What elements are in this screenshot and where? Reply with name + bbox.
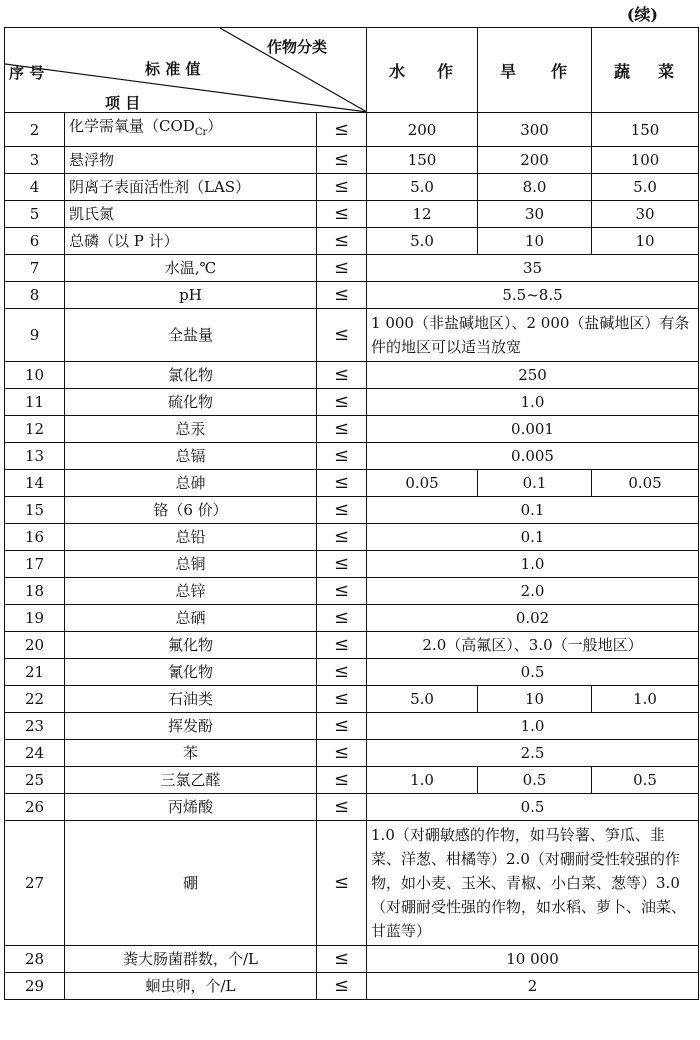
item-name-cell: 硫化物: [65, 389, 317, 416]
row-number-cell: 23: [5, 713, 65, 740]
value-cell: 10: [592, 228, 699, 255]
table-row: [5, 605, 699, 632]
row-number-cell: 6: [5, 228, 65, 255]
item-name-cell: 总铜: [65, 551, 317, 578]
row-number-cell: 19: [5, 605, 65, 632]
value-cell: 150: [592, 113, 699, 147]
le-symbol: ≤: [317, 767, 367, 794]
row-number-cell: 8: [5, 282, 65, 309]
value-cell: 30: [478, 201, 592, 228]
row-number-cell: 5: [5, 201, 65, 228]
value-cell: 5.0: [367, 228, 478, 255]
item-name-cell: 蛔虫卵，个/L: [65, 973, 317, 1000]
table-row: [5, 389, 699, 416]
row-number-cell: 12: [5, 416, 65, 443]
table-row: [5, 147, 699, 174]
table-row: [5, 551, 699, 578]
value-cell: 200: [478, 147, 592, 174]
item-name-cell: 悬浮物: [65, 147, 317, 174]
le-symbol: ≤: [317, 659, 367, 686]
merged-value-cell: 0.1: [367, 524, 699, 551]
item-name-cell: 石油类: [65, 686, 317, 713]
le-symbol: ≤: [317, 605, 367, 632]
table-row: [5, 497, 699, 524]
row-number-cell: 9: [5, 309, 65, 362]
header-col-vegetable: [592, 28, 699, 113]
value-cell: 0.05: [367, 470, 478, 497]
item-name-cell: 总汞: [65, 416, 317, 443]
value-cell: 10: [478, 228, 592, 255]
item-name-cell: 总磷（以 P 计）: [65, 228, 317, 255]
merged-value-cell: 10 000: [367, 946, 699, 973]
merged-value-cell: 0.001: [367, 416, 699, 443]
item-name-cell: 氯化物: [65, 362, 317, 389]
merged-value-cell: 1.0: [367, 713, 699, 740]
le-symbol: ≤: [317, 470, 367, 497]
table-row: [5, 578, 699, 605]
header-standard: 标 准 值: [145, 60, 201, 78]
le-symbol: ≤: [317, 147, 367, 174]
le-symbol: ≤: [317, 578, 367, 605]
row-number-cell: 20: [5, 632, 65, 659]
value-cell: 300: [478, 113, 592, 147]
item-name-cell: [65, 113, 317, 147]
merged-value-cell: 2.5: [367, 740, 699, 767]
table-row: [5, 282, 699, 309]
merged-value-cell: 2: [367, 973, 699, 1000]
row-number-cell: 22: [5, 686, 65, 713]
table-row: [5, 174, 699, 201]
row-number-cell: 28: [5, 946, 65, 973]
row-number-cell: 10: [5, 362, 65, 389]
merged-value-cell: 0.5: [367, 659, 699, 686]
item-name-cell: 三氯乙醛: [65, 767, 317, 794]
row-number-cell: 14: [5, 470, 65, 497]
table-row: [5, 255, 699, 282]
row-number-cell: 17: [5, 551, 65, 578]
item-name-cell: 铬（6 价）: [65, 497, 317, 524]
header-label: 水: [389, 61, 408, 81]
value-cell: 5.0: [367, 174, 478, 201]
header-label: 菜: [658, 61, 677, 81]
row-number-cell: 26: [5, 794, 65, 821]
row-number-cell: 15: [5, 497, 65, 524]
item-name-cell: 全盐量: [65, 309, 317, 362]
value-cell: 0.1: [478, 470, 592, 497]
table-row: [5, 794, 699, 821]
item-name-cell: 氟化物: [65, 632, 317, 659]
header-seq: 序 号: [9, 64, 45, 82]
value-cell: 10: [478, 686, 592, 713]
item-name-cell: 水温,℃: [65, 255, 317, 282]
le-symbol: ≤: [317, 255, 367, 282]
header-label: 旱: [500, 61, 519, 81]
table-row: [5, 946, 699, 973]
water-quality-table: [4, 27, 699, 1000]
item-name-cell: 总砷: [65, 470, 317, 497]
le-symbol: ≤: [317, 389, 367, 416]
header-item: 项 目: [105, 94, 141, 112]
table-row: [5, 113, 699, 147]
table-row: [5, 362, 699, 389]
table-row: [5, 659, 699, 686]
header-label: 作: [551, 61, 570, 81]
merged-value-cell: 0.1: [367, 497, 699, 524]
row-number-cell: 7: [5, 255, 65, 282]
item-name-cell: 丙烯酸: [65, 794, 317, 821]
item-name-cell: 挥发酚: [65, 713, 317, 740]
merged-value-cell: 1 000（非盐碱地区）、2 000（盐碱地区）有条件的地区可以适当放宽: [367, 309, 699, 362]
le-symbol: ≤: [317, 113, 367, 147]
value-cell: 30: [592, 201, 699, 228]
le-symbol: ≤: [317, 362, 367, 389]
item-name-cell: 粪大肠菌群数，个/L: [65, 946, 317, 973]
table-row: [5, 740, 699, 767]
header-label: Cr: [194, 127, 208, 138]
table-row: [5, 416, 699, 443]
row-number-cell: 25: [5, 767, 65, 794]
table-row: [5, 524, 699, 551]
table-row: [5, 767, 699, 794]
header-crop-class: 作物分类: [267, 38, 328, 56]
table-row: [5, 228, 699, 255]
item-name-cell: 凯氏氮: [65, 201, 317, 228]
le-symbol: ≤: [317, 524, 367, 551]
item-name-cell: 总铅: [65, 524, 317, 551]
value-cell: 5.0: [367, 686, 478, 713]
row-number-cell: 24: [5, 740, 65, 767]
item-name-cell: 苯: [65, 740, 317, 767]
value-cell: 0.5: [592, 767, 699, 794]
value-cell: 1.0: [592, 686, 699, 713]
le-symbol: ≤: [317, 443, 367, 470]
merged-value-cell: 0.02: [367, 605, 699, 632]
le-symbol: ≤: [317, 686, 367, 713]
item-name-cell: 硼: [65, 821, 317, 946]
merged-value-cell: 1.0: [367, 389, 699, 416]
merged-value-cell: 1.0: [367, 551, 699, 578]
value-cell: 1.0: [367, 767, 478, 794]
row-number-cell: 18: [5, 578, 65, 605]
le-symbol: ≤: [317, 174, 367, 201]
table-row: [5, 309, 699, 362]
row-number-cell: 29: [5, 973, 65, 1000]
le-symbol: ≤: [317, 282, 367, 309]
row-number-cell: 3: [5, 147, 65, 174]
le-symbol: ≤: [317, 794, 367, 821]
row-number-cell: 13: [5, 443, 65, 470]
le-symbol: ≤: [317, 497, 367, 524]
table-row: [5, 713, 699, 740]
le-symbol: ≤: [317, 821, 367, 946]
value-cell: 12: [367, 201, 478, 228]
row-number-cell: 2: [5, 113, 65, 147]
continued-label: (续): [626, 5, 658, 24]
le-symbol: ≤: [317, 946, 367, 973]
merged-value-cell: 250: [367, 362, 699, 389]
header-label: 蔬: [614, 61, 633, 81]
le-symbol: ≤: [317, 632, 367, 659]
item-name-cell: 阴离子表面活性剂（LAS）: [65, 174, 317, 201]
value-cell: 5.0: [592, 174, 699, 201]
merged-value-cell: 35: [367, 255, 699, 282]
le-symbol: ≤: [317, 416, 367, 443]
value-cell: 8.0: [478, 174, 592, 201]
item-name-cell: pH: [65, 282, 317, 309]
le-symbol: ≤: [317, 201, 367, 228]
table-row: [5, 470, 699, 497]
header-label: 化学需氧量（COD: [69, 117, 195, 135]
le-symbol: ≤: [317, 551, 367, 578]
merged-value-cell: 1.0（对硼敏感的作物，如马铃薯、笋瓜、韭菜、洋葱、柑橘等）2.0（对硼耐受性较强的作物，如小麦、玉米、青椒、小白菜、葱等）3.0（对硼耐受性强的作物，如水稻、萝卜、油菜、甘蓝等）: [367, 821, 699, 946]
le-symbol: ≤: [317, 309, 367, 362]
header-col-dry-crop: [478, 28, 592, 113]
value-cell: 0.05: [592, 470, 699, 497]
table-row: [5, 632, 699, 659]
header-label: 作: [437, 61, 456, 81]
header-label: ）: [207, 117, 223, 135]
merged-value-cell: 2.0（高氟区）、3.0（一般地区）: [367, 632, 699, 659]
le-symbol: ≤: [317, 228, 367, 255]
table-row: [5, 443, 699, 470]
row-number-cell: 21: [5, 659, 65, 686]
item-name-cell: 总镉: [65, 443, 317, 470]
merged-value-cell: 0.005: [367, 443, 699, 470]
table-row: [5, 973, 699, 1000]
row-number-cell: 27: [5, 821, 65, 946]
row-number-cell: 11: [5, 389, 65, 416]
item-name-cell: 总硒: [65, 605, 317, 632]
item-name-cell: 总锌: [65, 578, 317, 605]
table-header-row: [5, 28, 699, 113]
value-cell: 150: [367, 147, 478, 174]
le-symbol: ≤: [317, 713, 367, 740]
merged-value-cell: 0.5: [367, 794, 699, 821]
row-number-cell: 4: [5, 174, 65, 201]
merged-value-cell: 5.5~8.5: [367, 282, 699, 309]
table-row: [5, 821, 699, 946]
table-row: [5, 686, 699, 713]
header-col-water-crop: [367, 28, 478, 113]
diagonal-header-cell: [5, 28, 367, 113]
le-symbol: ≤: [317, 973, 367, 1000]
row-number-cell: 16: [5, 524, 65, 551]
merged-value-cell: 2.0: [367, 578, 699, 605]
le-symbol: ≤: [317, 740, 367, 767]
value-cell: 200: [367, 113, 478, 147]
value-cell: 100: [592, 147, 699, 174]
table-row: [5, 201, 699, 228]
item-name-cell: 氰化物: [65, 659, 317, 686]
value-cell: 0.5: [478, 767, 592, 794]
